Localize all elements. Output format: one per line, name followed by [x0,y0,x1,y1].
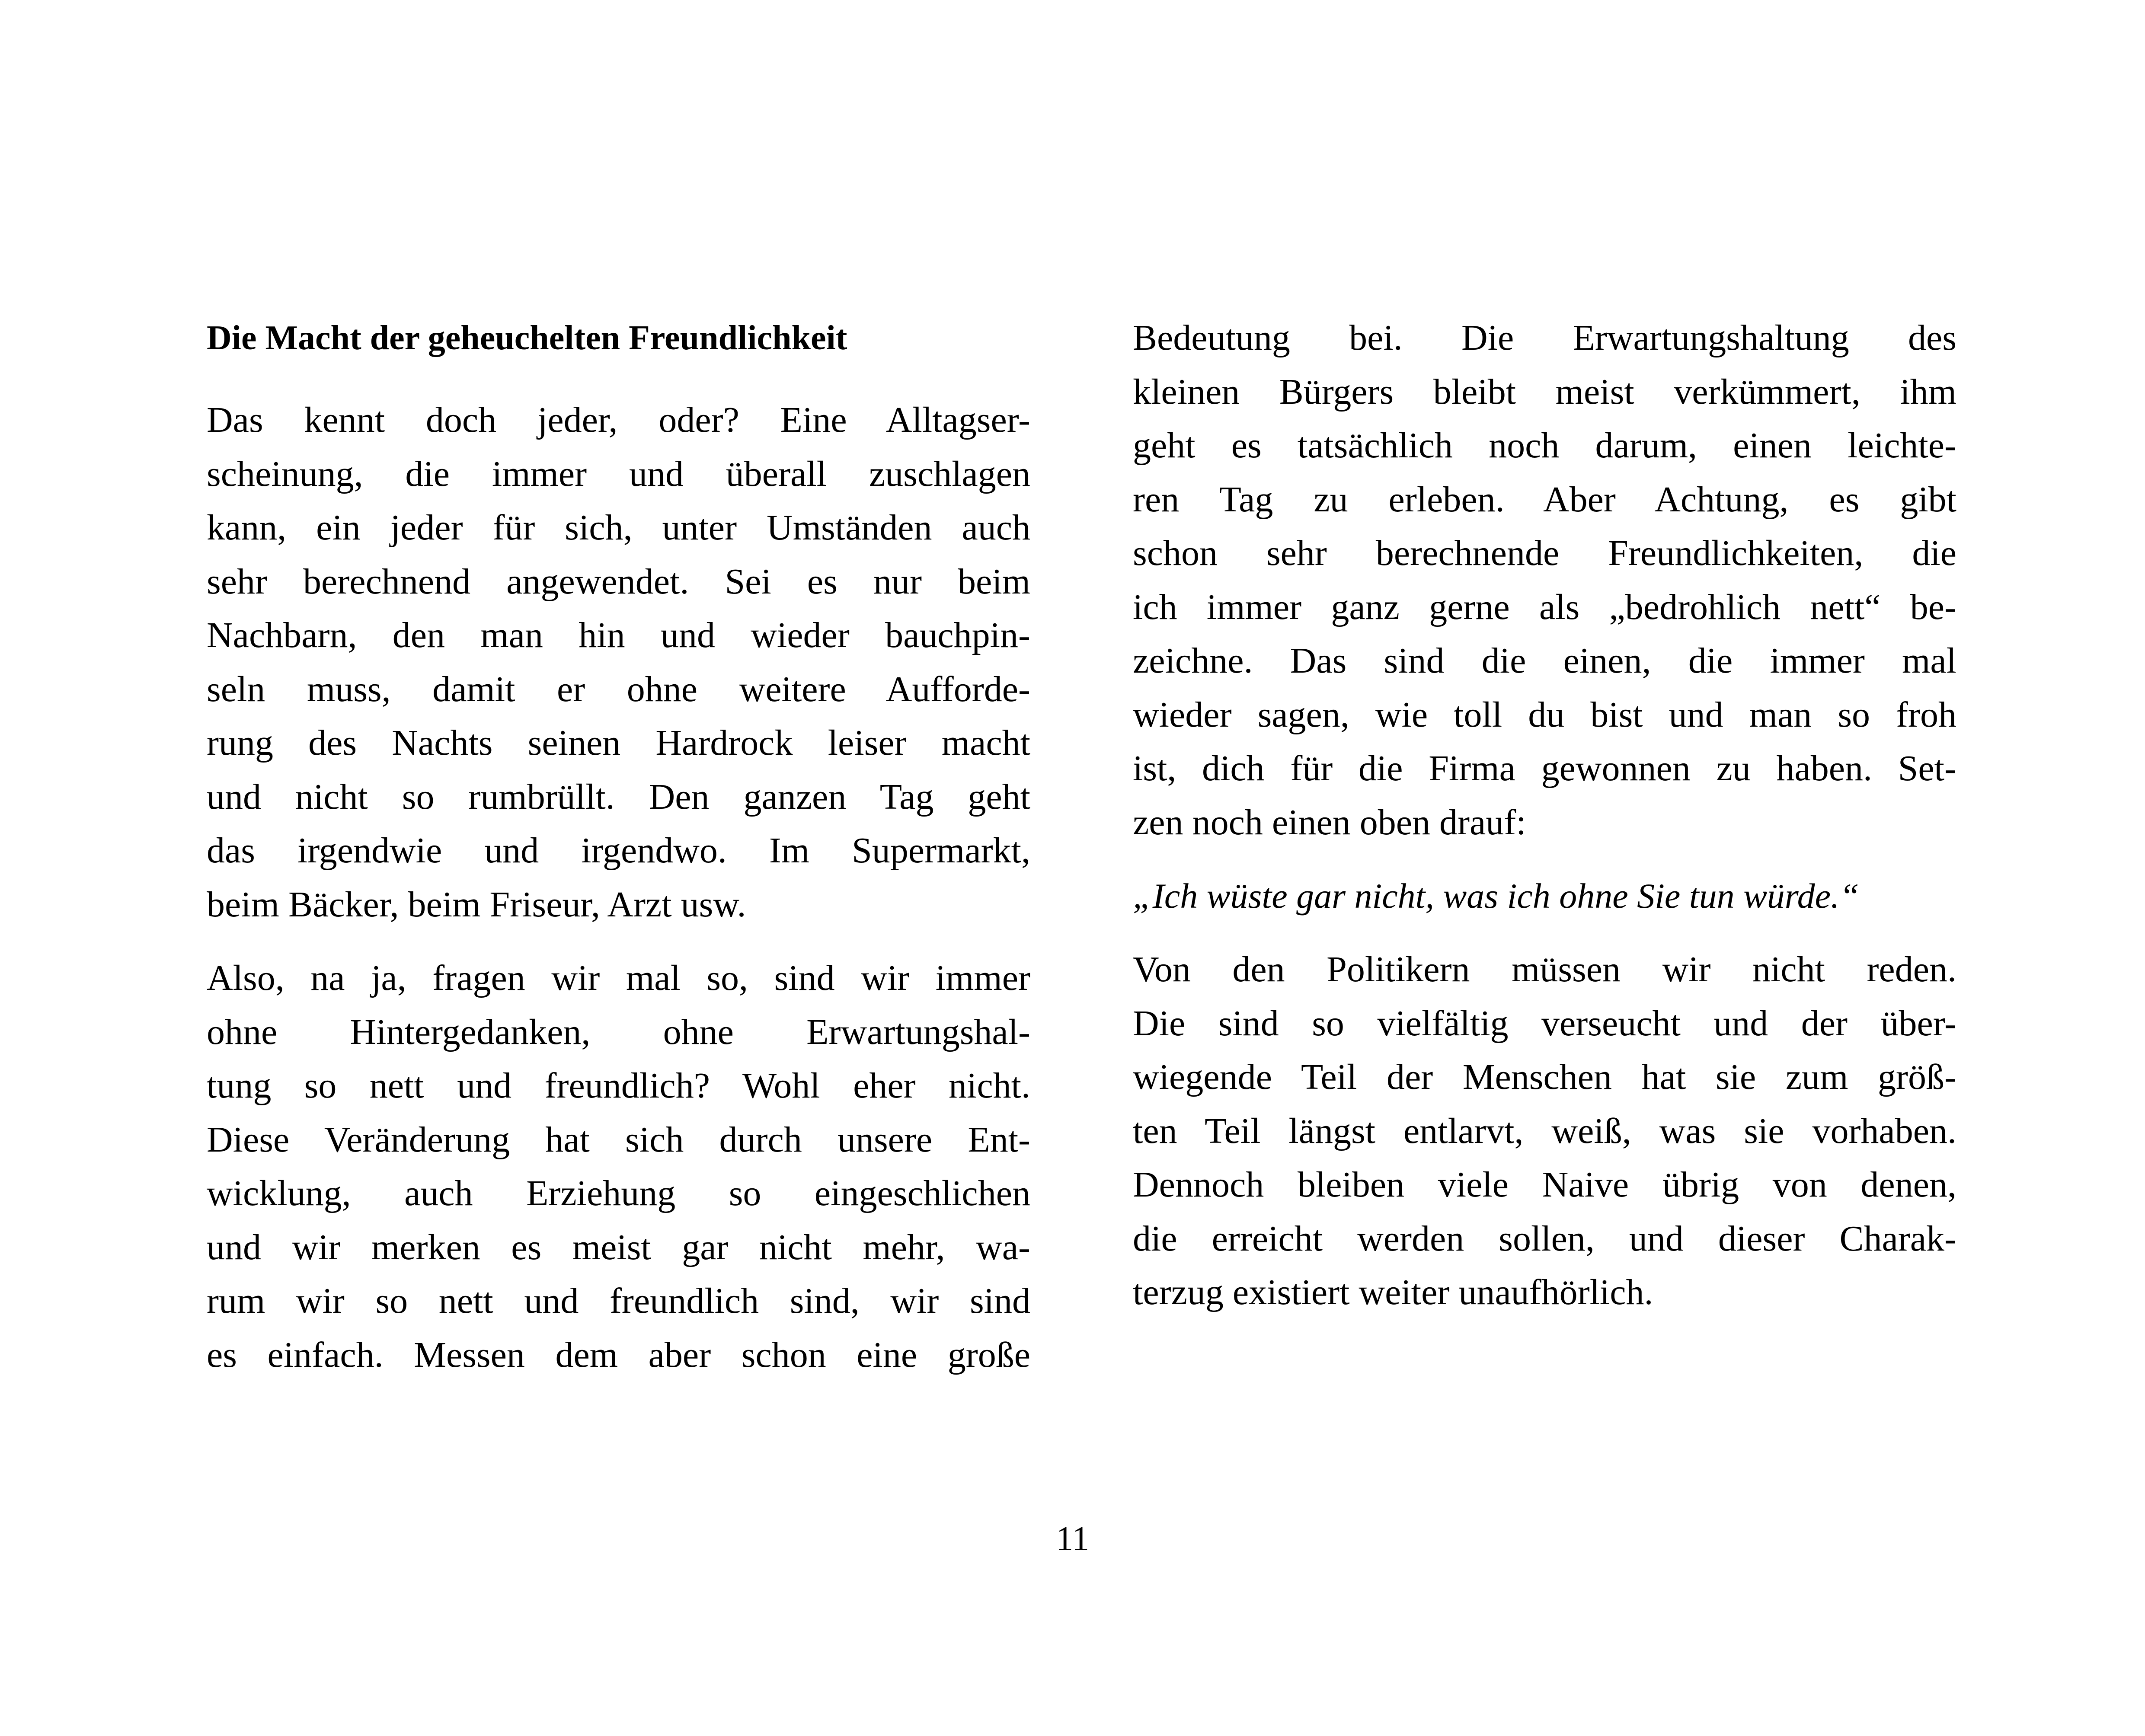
text-line: und nicht so rumbrüllt. Den ganzen Tag geht [207,776,1030,817]
text-line: Diese Veränderung hat sich durch unsere Ent- [207,1119,1030,1160]
text-line: ohne Hintergedanken, ohne Erwartungshal- [207,1012,1030,1052]
text-line: ich immer ganz gerne als „bedrohlich nett“ be- [1133,587,1956,627]
chapter-heading: Die Macht der geheuchelten Freundlichkeit [207,319,847,357]
left-column [207,311,1030,1402]
text-line: Das kennt doch jeder, oder? Eine Alltagser- [207,400,1030,440]
text-line: kleinen Bürgers bleibt meist verkümmert, ihm [1133,371,1956,412]
right-column [1133,311,1956,1340]
text-line: tung so nett und freundlich? Wohl eher nicht. [207,1066,1030,1106]
text-line: schon sehr berechnende Freundlichkeiten, die [1133,533,1956,573]
text-line: beim Bäcker, beim Friseur, Arzt usw. [207,884,746,925]
italic-quote: „Ich wüste gar nicht, was ich ohne Sie tun würde.“ [1133,876,1860,916]
text-line: scheinung, die immer und überall zuschlagen [207,453,1030,494]
page-number: 11 [1055,1520,1090,1558]
text-line: Dennoch bleiben viele Naive übrig von denen, [1133,1165,1956,1205]
text-line: ten Teil längst entlarvt, weiß, was sie vorhaben. [1133,1111,1956,1151]
text-line: Bedeutung bei. Die Erwartungshaltung des [1133,318,1956,358]
paragraph-4 [1133,943,1956,1320]
text-line: rum wir so nett und freundlich sind, wir sind [207,1281,1030,1321]
text-line: die erreicht werden sollen, und dieser Charak- [1133,1218,1956,1259]
text-line: das irgendwie und irgendwo. Im Supermarkt, [207,830,1030,871]
text-line: Nachbarn, den man hin und wieder bauchpin- [207,615,1030,655]
text-line: Von den Politikern müssen wir nicht reden. [1133,949,1956,989]
paragraph-1 [207,393,1030,932]
text-line: zen noch einen oben drauf: [1133,802,1526,842]
text-line: ren Tag zu erleben. Aber Achtung, es gibt [1133,479,1956,520]
text-line: Also, na ja, fragen wir mal so, sind wir immer [207,958,1030,998]
text-line: wieder sagen, wie toll du bist und man so froh [1133,694,1956,735]
text-line: es einfach. Messen dem aber schon eine große [207,1334,1030,1375]
paragraph-2 [207,951,1030,1382]
text-line: sehr berechnend angewendet. Sei es nur beim [207,561,1030,602]
text-line: rung des Nachts seinen Hardrock leiser macht [207,723,1030,763]
text-line: und wir merken es meist gar nicht mehr, wa- [207,1227,1030,1267]
text-line: Die sind so vielfältig verseucht und der über- [1133,1003,1956,1044]
text-line: terzug existiert weiter unaufhörlich. [1133,1272,1653,1312]
text-line: zeichne. Das sind die einen, die immer mal [1133,641,1956,681]
paragraph-3 [1133,311,1956,849]
text-line: wiegende Teil der Menschen hat sie zum größ- [1133,1057,1956,1097]
text-line: ist, dich für die Firma gewonnen zu haben. Set- [1133,748,1956,788]
text-line: kann, ein jeder für sich, unter Umständen auch [207,507,1030,548]
text-line: wicklung, auch Erziehung so eingeschlichen [207,1173,1030,1213]
text-line: geht es tatsächlich noch darum, einen leichte- [1133,425,1956,466]
text-line: seln muss, damit er ohne weitere Aufforde- [207,669,1030,709]
